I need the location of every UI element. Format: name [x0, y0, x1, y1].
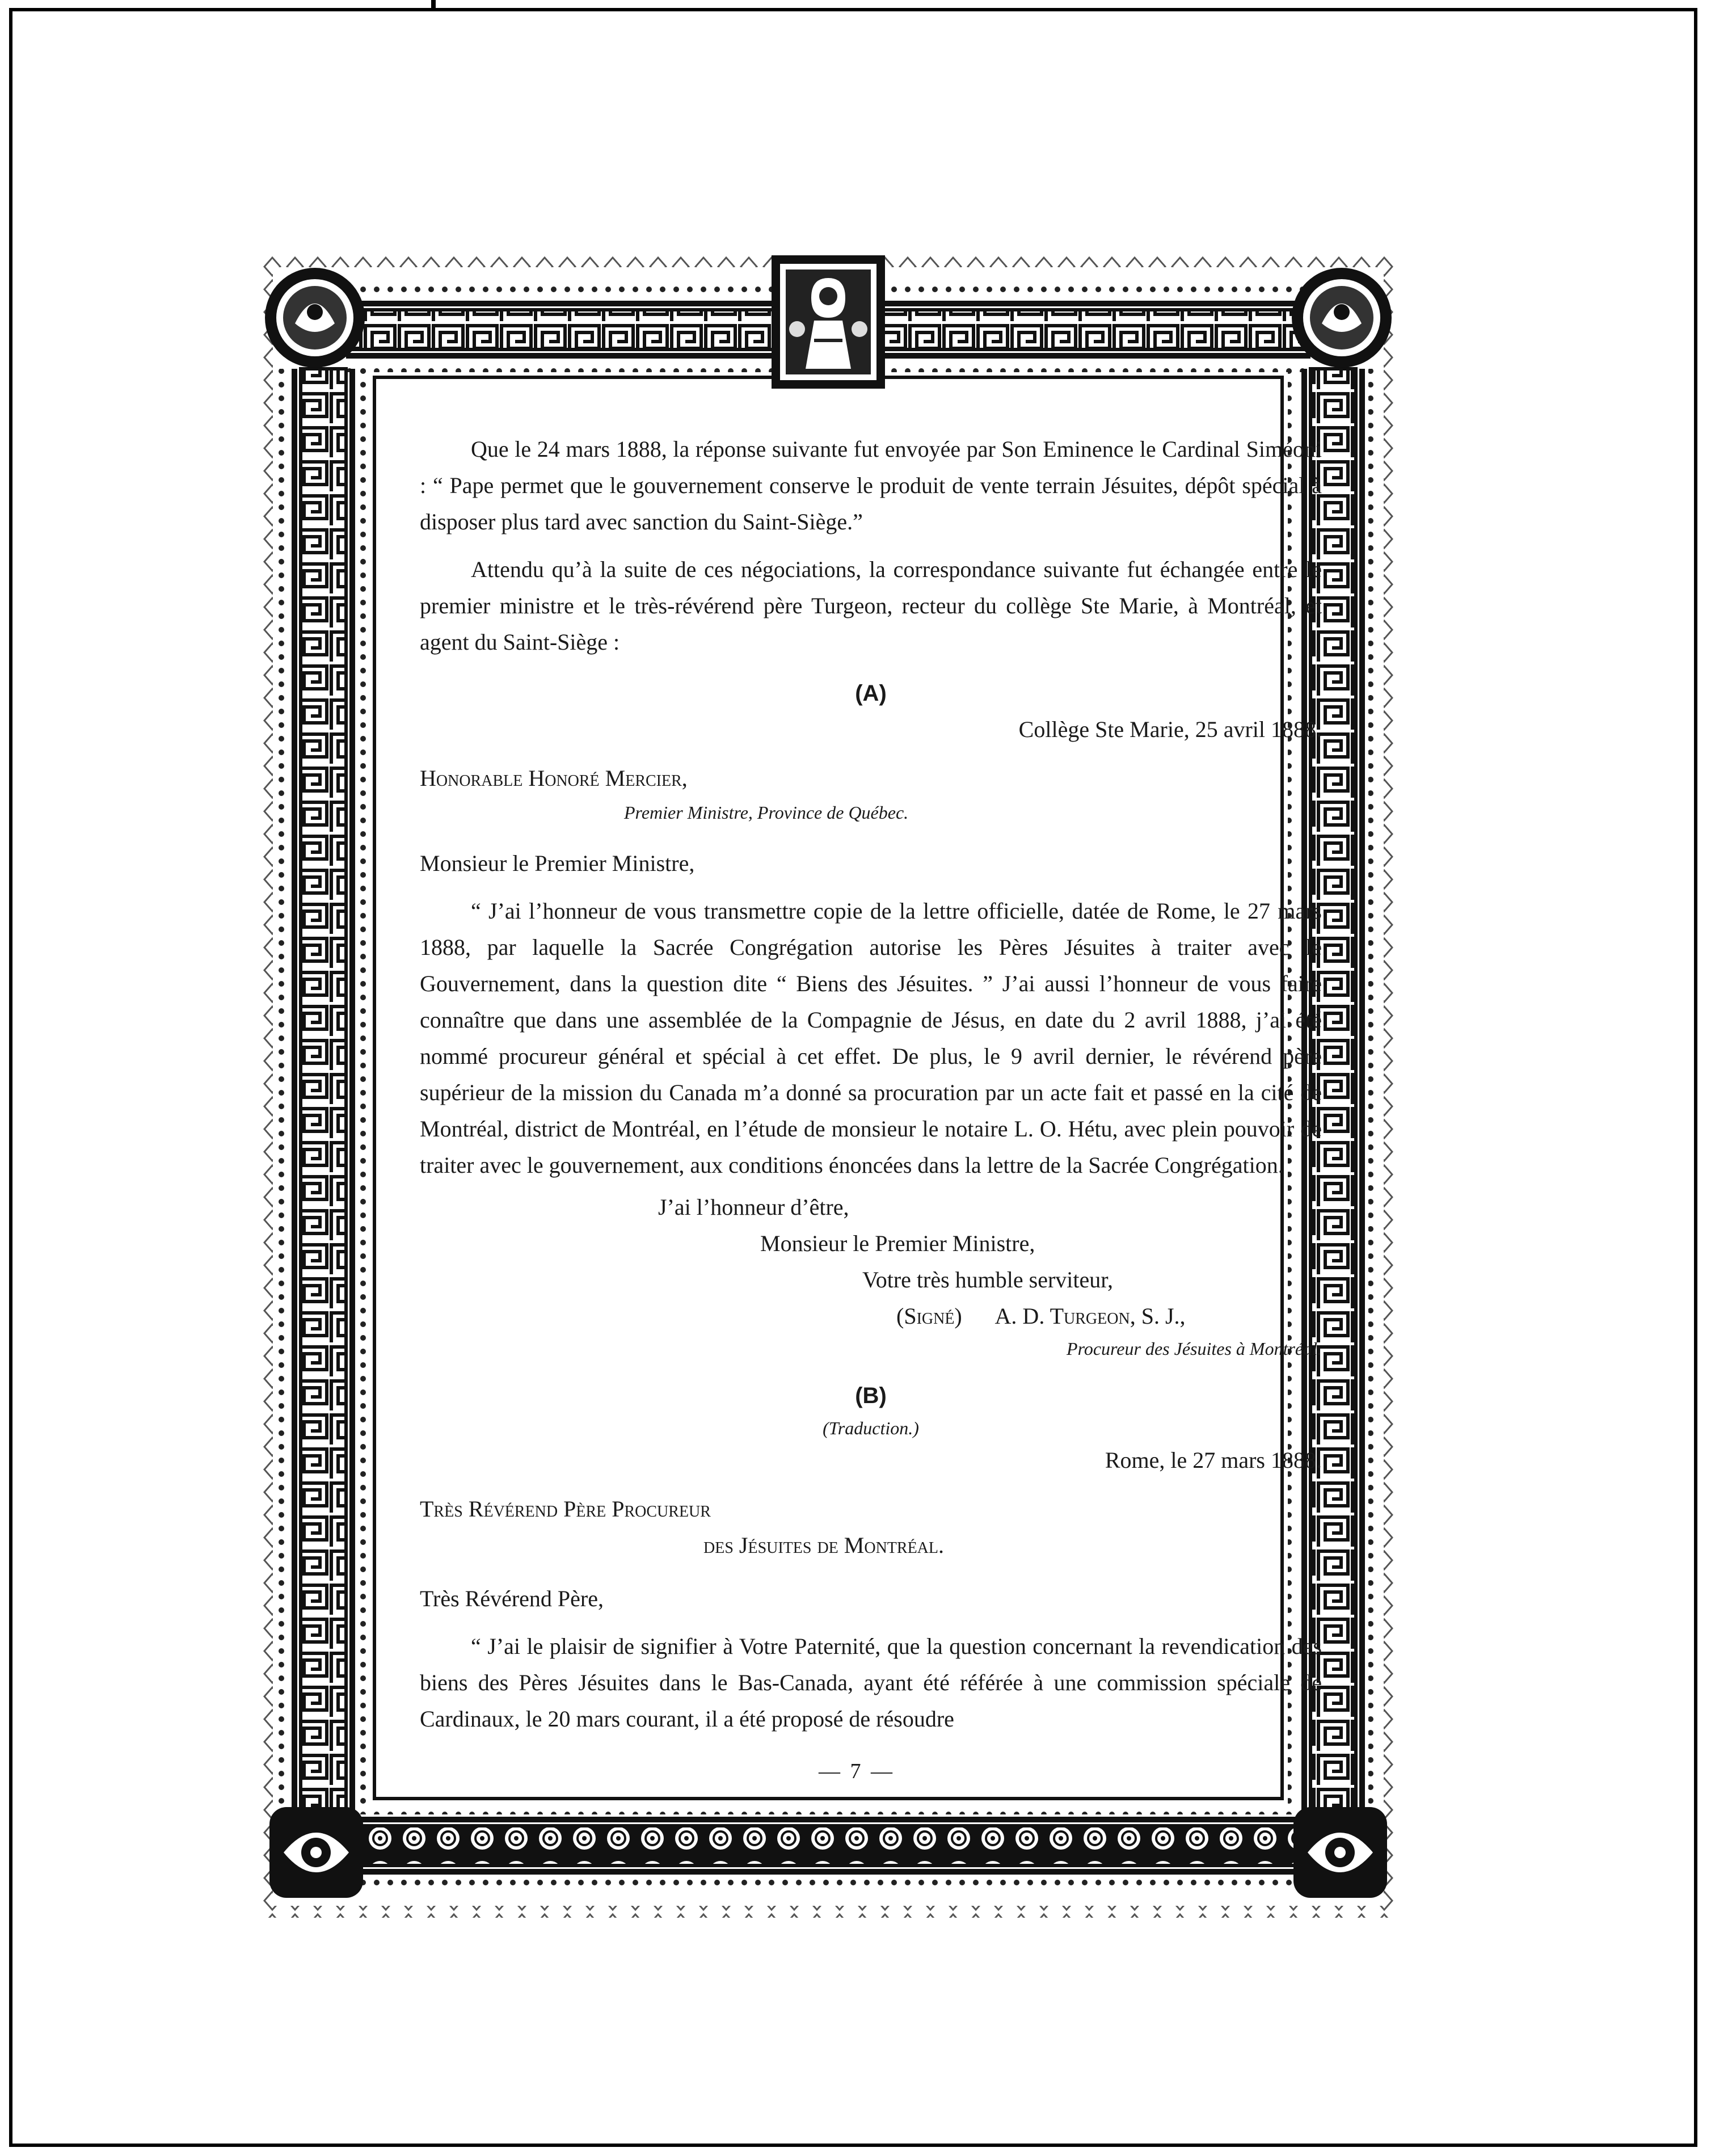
- scan-mark: [431, 0, 436, 11]
- closing-line-2: Monsieur le Premier Ministre,: [760, 1231, 1035, 1256]
- letter-a-label: (A): [855, 681, 887, 706]
- letter-a-body: “ J’ai l’honneur de vous transmettre copie de la lettre officielle, datée de Rome, le 27 mars 1888, par laquelle la Sacrée Congrégation autorise les Pères Jésuites à traiter avec le Gouvernement, dans la question dite “ Biens des Jésuites. ” J’ai aussi l’honneur de vous faire connaître que dans une assemblée de la Compagnie de Jésus, en date du 2 avril 1888, j’ai été nommé procureur général et spécial à cet effet. De plus, le 9 avril dernier, le révérend père supérieur de la mission du Canada m’a donné sa procuration par un acte fait et passé en la cité de Montréal, district de Montréal, en l’étude de monsieur le notaire L. O. Hétu, avec plein pouvoir de traiter avec le gouvernement, aux conditions énoncées dans la lettre de la Sacrée Congrégation.: [420, 898, 1322, 1178]
- letter-a-closing: [420, 1189, 1322, 1363]
- letter-a-salutation: Monsieur le Premier Ministre,: [420, 850, 695, 876]
- signer-title: Procureur des Jésuites à Montréal.: [1067, 1338, 1322, 1359]
- page-number: — 7 —: [819, 1759, 895, 1783]
- letter-a-place-date: Collège Ste Marie, 25 avril 1888.: [1018, 717, 1322, 742]
- closing-line-1: J’ai l’honneur d’être,: [658, 1194, 849, 1220]
- letter-a-addressee: Honorable Honoré Mercier,: [420, 765, 688, 791]
- document-body: [420, 431, 1322, 1737]
- translation-note: (Traduction.): [823, 1418, 919, 1438]
- signature-line: (Signé) A. D. Turgeon, S. J.,: [896, 1303, 1186, 1329]
- letter-b-addressee-line-1: Très Révérend Père Procureur: [420, 1496, 711, 1522]
- letter-b-addressee-line-2: des Jésuites de Montréal.: [703, 1532, 945, 1558]
- letter-b-salutation: Très Révérend Père,: [420, 1586, 604, 1611]
- letter-b-place-date: Rome, le 27 mars 1888.: [1105, 1447, 1322, 1473]
- letter-a-addressee-title: Premier Ministre, Province de Québec.: [624, 802, 909, 823]
- paragraph-whereas: Attendu qu’à la suite de ces négociations, la correspondance suivante fut échangée entre le premier ministre et le très-révérend père Turgeon, recteur du collège Ste Marie, à Montréal, et agent du Saint-Siège :: [420, 557, 1322, 655]
- letter-b-label: (B): [855, 1383, 887, 1408]
- letter-b-body: “ J’ai le plaisir de signifier à Votre Paternité, que la question concernant la revendication des biens des Pères Jésuites dans le Bas-Canada, ayant été référée à une commission spéciale de Cardinaux, le 20 mars courant, il a été proposé de résoudre: [420, 1633, 1322, 1732]
- closing-line-3: Votre très humble serviteur,: [862, 1267, 1113, 1292]
- paragraph-intro: Que le 24 mars 1888, la réponse suivante fut envoyée par Son Eminence le Cardinal Siméoni : “ Pape permet que le gouvernement conserve le produit de vente terrain Jésuites, dépôt spécial à disposer plus tard avec sanction du Saint-Siège.”: [420, 436, 1322, 534]
